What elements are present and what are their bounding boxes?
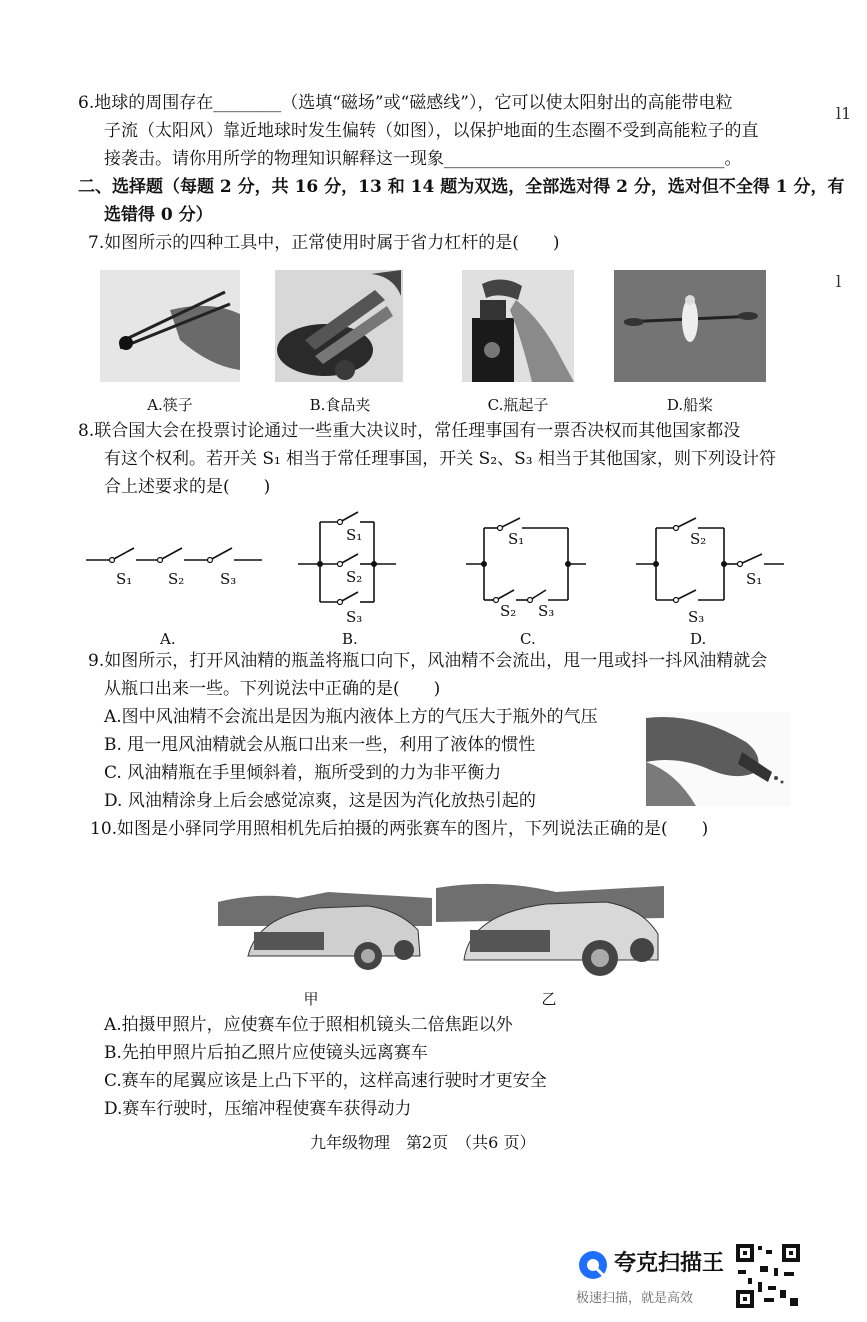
section2-line2: 选错得 0 分） — [104, 205, 213, 225]
c-s1-label: S₁ — [508, 530, 525, 548]
q8-line3: 合上述要求的是( ) — [104, 477, 271, 497]
d-s2-label: S₂ — [690, 530, 707, 548]
q8-line1: 8.联合国大会在投票讨论通过一些重大决议时，常任理事国有一票否决权而其他国家都没 — [78, 421, 741, 441]
c-s3-label: S₃ — [538, 602, 555, 620]
q6-line1: 6.地球的周围存在________（选填“磁场”或“磁感线”），它可以使太阳射出的高能带电粒 — [78, 93, 733, 113]
chopsticks-photo — [100, 270, 240, 382]
quark-logo-icon — [578, 1250, 608, 1280]
q9-line1: 9.如图所示，打开风油精的瓶盖将瓶口向下，风油精不会流出，甩一甩或抖一抖风油精就会 — [88, 651, 768, 671]
q10-option-a: A.拍摄甲照片，应使赛车位于照相机镜头二倍焦距以外 — [104, 1015, 513, 1035]
qr-code-icon — [734, 1242, 802, 1310]
q9-option-c: C. 风油精瓶在手里倾斜着，瓶所受到的力为非平衡力 — [104, 763, 502, 783]
q9-option-a: A.图中风油精不会流出是因为瓶内液体上方的气压大于瓶外的气压 — [104, 707, 598, 727]
q7-option-b: B.食品夹 — [309, 396, 371, 414]
a-s3-label: S₃ — [220, 570, 237, 588]
a-s2-label: S₂ — [168, 570, 185, 588]
b-s1-label: S₁ — [346, 526, 363, 544]
q7-option-d: D.船桨 — [666, 396, 714, 414]
food-tongs-photo — [275, 270, 403, 382]
q9-option-d: D. 风油精涂身上后会感觉凉爽，这是因为汽化放热引起的 — [104, 791, 536, 811]
d-s1-label: S₁ — [746, 570, 763, 588]
circuit-b-label: B. — [342, 630, 358, 648]
watermark-slogan: 极速扫描，就是高效 — [576, 1291, 694, 1306]
circuit-c-label: C. — [520, 630, 536, 648]
c-s2-label: S₂ — [500, 602, 517, 620]
race-car-photo-yi — [436, 878, 664, 978]
q10-stem: 10.如图是小驿同学用照相机先后拍摄的两张赛车的图片，下列说法正确的是( ) — [90, 819, 709, 839]
q10-option-c: C.赛车的尾翼应该是上凸下平的，这样高速行驶时才更安全 — [104, 1071, 547, 1091]
oil-bottle-photo — [646, 712, 791, 806]
q9-line2: 从瓶口出来一些。下列说法中正确的是( ) — [104, 679, 441, 699]
q8-line2: 有这个权利。若开关 S₁ 相当于常任理事国，开关 S₂、S₃ 相当于其他国家，则下列设计符 — [104, 449, 776, 469]
d-s3-label: S₃ — [688, 608, 705, 626]
bottle-opener-photo — [462, 270, 574, 382]
caption-yi: 乙 — [541, 990, 557, 1008]
section2-line1: 二、选择题（每题 2 分，共 16 分，13 和 14 题为双选，全部选对得 2 分，选对但不全得 1 分，有 — [78, 177, 845, 197]
q6-line2: 子流（太阳风）靠近地球时发生偏转（如图），以保护地面的生态圈不受到高能粒子的直 — [104, 121, 759, 141]
edge-mark-1: l1 — [836, 104, 852, 123]
circuit-d-label: D. — [690, 630, 707, 648]
page-footer: 九年级物理 第2页 （共6 页） — [310, 1133, 536, 1152]
b-s2-label: S₂ — [346, 568, 363, 586]
q9-option-b: B. 甩一甩风油精就会从瓶口出来一些，利用了液体的惯性 — [104, 735, 536, 755]
q6-line3: 接袭击。请你用所学的物理知识解释这一现象_________________________________。 — [104, 149, 742, 169]
q8-circuits — [0, 500, 867, 660]
a-s1-label: S₁ — [116, 570, 133, 588]
b-s3-label: S₃ — [346, 608, 363, 626]
watermark-brand: 夸克扫描王 — [614, 1251, 725, 1276]
circuit-a-label: A. — [160, 630, 176, 648]
rowing-oar-photo — [614, 270, 766, 382]
edge-mark-2: l — [836, 272, 842, 291]
race-car-photo-jia — [218, 886, 432, 976]
q10-option-b: B.先拍甲照片后拍乙照片应使镜头远离赛车 — [104, 1043, 428, 1063]
q10-option-d: D.赛车行驶时，压缩冲程使赛车获得动力 — [104, 1099, 412, 1119]
q7-option-c: C.瓶起子 — [487, 396, 549, 414]
q7-stem: 7.如图所示的四种工具中，正常使用时属于省力杠杆的是( ) — [88, 233, 560, 253]
q7-option-a: A.筷子 — [147, 396, 193, 414]
caption-jia: 甲 — [303, 990, 319, 1008]
